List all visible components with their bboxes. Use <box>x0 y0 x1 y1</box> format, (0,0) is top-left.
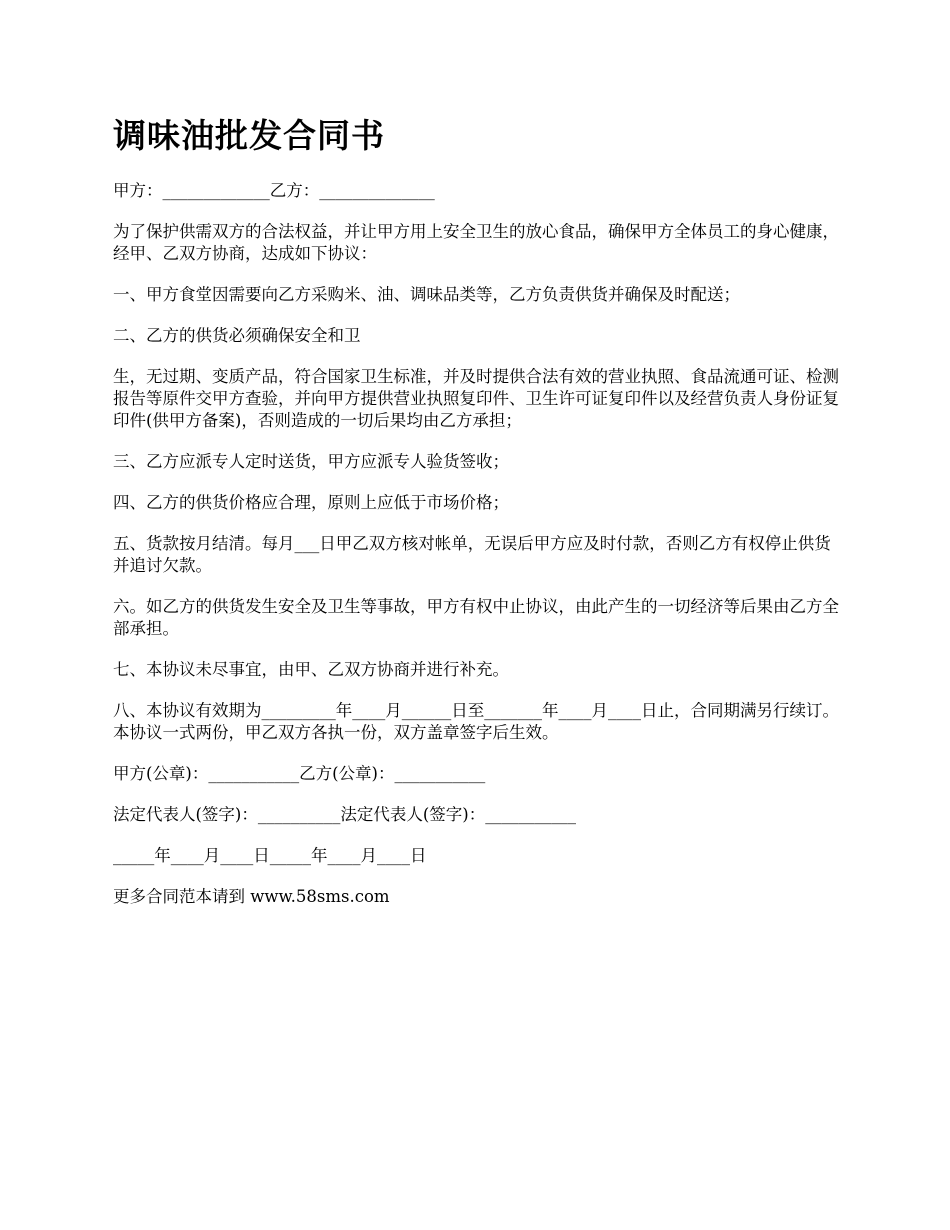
clause-7: 七、本协议未尽事宜，由甲、乙双方协商并进行补充。 <box>113 660 509 679</box>
document-title: 调味油批发合同书 <box>113 116 385 155</box>
clause-1: 一、甲方食堂因需要向乙方采购米、油、调味品类等，乙方负责供货并确保及时配送； <box>113 285 740 304</box>
preamble-paragraph: 为了保护供需双方的合法权益，并让甲方用上安全卫生的放心食品，确保甲方全体员工的身心健康，经甲、乙双方协商，达成如下协议： <box>113 222 839 263</box>
footer-link-text: 更多合同范本请到 www.58sms.com <box>113 887 390 906</box>
clause-8: 八、本协议有效期为_________年____月______日至_______年____月____日止，合同期满另行续订。本协议一式两份，甲乙双方各执一份，双方盖章签字后生效。 <box>113 701 839 742</box>
clause-3: 三、乙方应派专人定时送货，甲方应派专人验货签收； <box>113 452 509 471</box>
contract-body <box>113 112 841 927</box>
clause-6: 六。如乙方的供货发生安全及卫生等事故，甲方有权中止协议，由此产生的一切经济等后果由乙方全部承担。 <box>113 597 839 638</box>
clause-4: 四、乙方的供货价格应合理，原则上应低于市场价格； <box>113 493 509 512</box>
clause-2-continued: 生，无过期、变质产品，符合国家卫生标准，并及时提供合法有效的营业执照、食品流通可证、检测报告等原件交甲方查验，并向甲方提供营业执照复印件、卫生许可证复印件以及经营负责人身份证复印件(供甲方备案)，否则造成的一切后果均由乙方承担； <box>113 367 839 430</box>
signature-line: 法定代表人(签字)：__________法定代表人(签字)：___________ <box>113 805 576 824</box>
party-line: 甲方：_____________乙方：______________ <box>113 181 435 200</box>
clause-5: 五、货款按月结清。每月___日甲乙双方核对帐单，无误后甲方应及时付款，否则乙方有权停止供货并追讨欠款。 <box>113 534 831 575</box>
seal-line: 甲方(公章)：___________乙方(公章)：___________ <box>113 764 486 783</box>
date-line: _____年____月____日_____年____月____日 <box>113 846 427 865</box>
clause-2: 二、乙方的供货必须确保安全和卫 <box>113 326 361 345</box>
